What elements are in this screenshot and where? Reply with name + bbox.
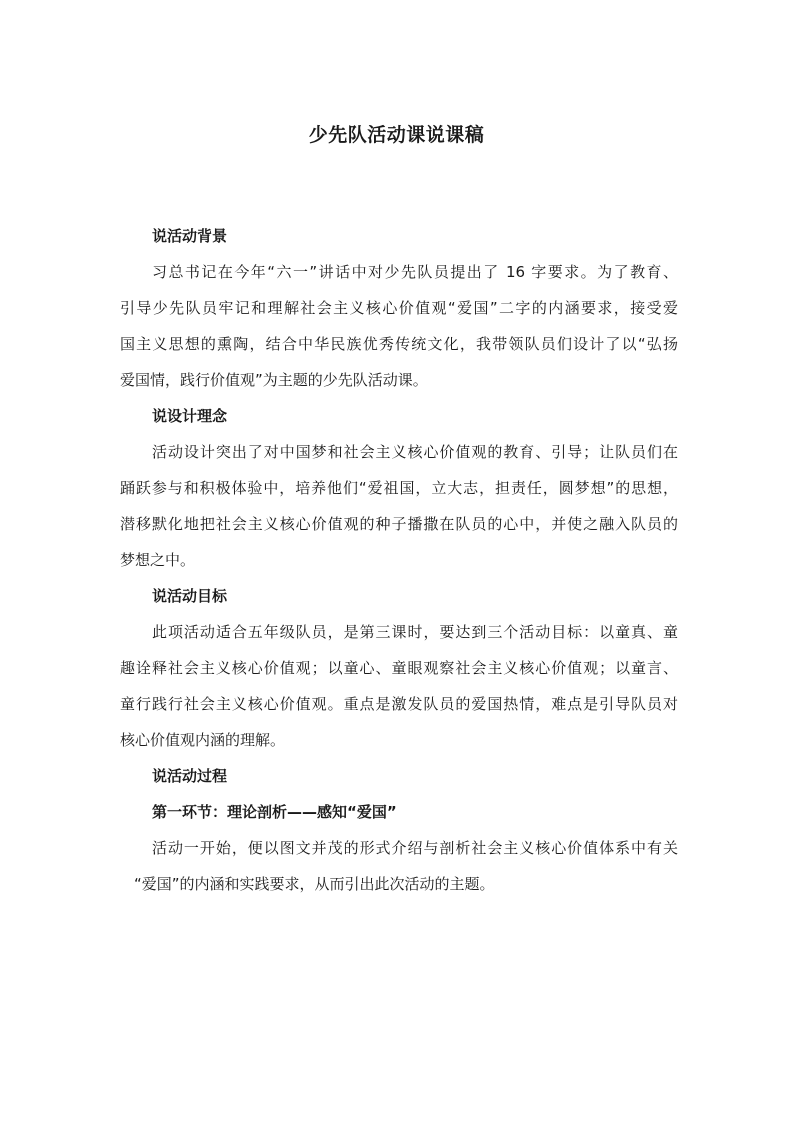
paragraph-line: “爱国”的内涵和实践要求，从而引出此次活动的主题。 <box>134 875 495 893</box>
paragraph-line: 梦想之中。 <box>120 551 196 569</box>
document-body <box>120 221 678 905</box>
section-heading-goals: 说活动目标 <box>152 587 228 605</box>
paragraph-line: 趣诠释社会主义核心价值观；以童心、童眼观察社会主义核心价值观；以童言、 <box>120 659 678 677</box>
paragraph-line: 爱国情，践行价值观”为主题的少先队活动课。 <box>120 371 428 389</box>
paragraph-line: 核心价值观内涵的理解。 <box>120 731 286 749</box>
paragraph-line: 活动一开始，便以图文并茂的形式介绍与剖析社会主义核心价值体系中有关 <box>152 839 678 857</box>
section-heading-background: 说活动背景 <box>152 227 228 245</box>
paragraph-line: 此项活动适合五年级队员，是第三课时，要达到三个活动目标：以童真、童 <box>152 623 678 641</box>
paragraph-line: 习总书记在今年“六一”讲话中对少先队员提出了 16 字要求。为了教育、 <box>152 263 678 281</box>
section-heading-concept: 说设计理念 <box>152 407 228 425</box>
paragraph-line: 国主义思想的熏陶，结合中华民族优秀传统文化，我带领队员们设计了以“弘扬 <box>120 335 678 353</box>
paragraph-line: 引导少先队员牢记和理解社会主义核心价值观“爱国”二字的内涵要求，接受爱 <box>120 299 678 317</box>
paragraph-line: 童行践行社会主义核心价值观。重点是激发队员的爱国热情，难点是引导队员对 <box>120 695 678 713</box>
paragraph-line: 踊跃参与和积极体验中，培养他们“爱祖国，立大志，担责任，圆梦想”的思想， <box>120 479 678 497</box>
document-title: 少先队活动课说课稿 <box>308 124 485 146</box>
section-heading-process: 说活动过程 <box>152 767 228 785</box>
subsection-heading: 第一环节：理论剖析——感知“爱国” <box>152 803 397 821</box>
paragraph-line: 潜移默化地把社会主义核心价值观的种子播撒在队员的心中，并使之融入队员的 <box>120 515 678 533</box>
paragraph-line: 活动设计突出了对中国梦和社会主义核心价值观的教育、引导；让队员们在 <box>152 443 678 461</box>
